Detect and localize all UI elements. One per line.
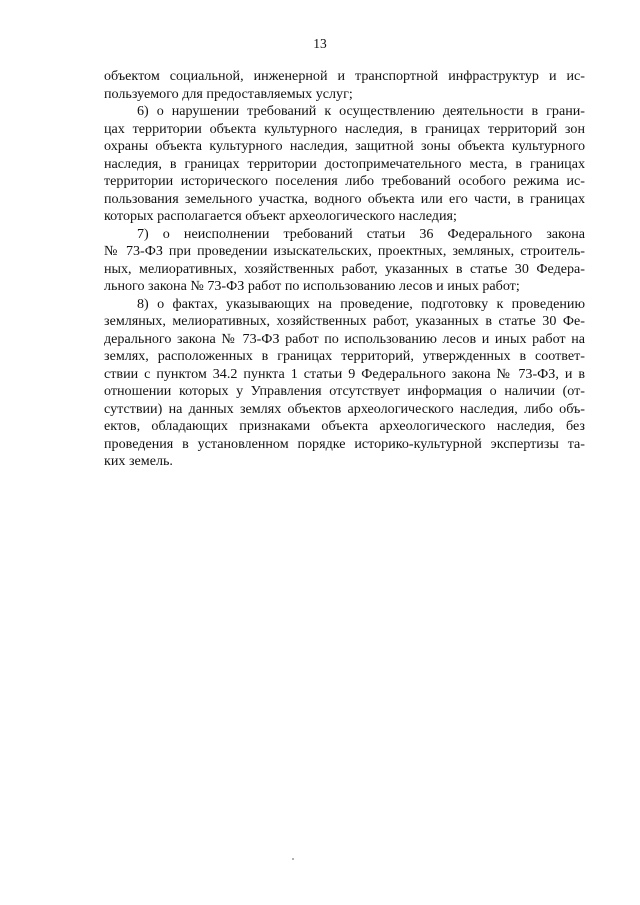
text-line: наследия, в границах территории достопримечательного места, в границах — [104, 155, 585, 172]
document-body — [104, 68, 585, 471]
text-line: льного закона № 73-ФЗ работ по использованию лесов и иных работ; — [104, 278, 520, 294]
page-number: 13 — [313, 36, 327, 51]
text-line: 6) о нарушении требований к осуществлению деятельности в грани- — [137, 103, 585, 119]
text-line: территории исторического поселения либо требований особого режима ис- — [104, 173, 585, 189]
text-line: охраны объекта культурного наследия, защитной зоны объекта культурного — [104, 138, 585, 154]
text-line: объектом социальной, инженерной и транспортной инфраструктур и ис- — [104, 68, 585, 84]
text-line: цах территории объекта культурного наследия, в границах территорий зон — [104, 120, 585, 137]
text-line: пользуемого для предоставляемых услуг; — [104, 85, 353, 102]
text-line: пользования земельного участка, водного объекта или его части, в границах — [104, 190, 585, 207]
text-line: дерального закона № 73-ФЗ работ по использованию лесов и иных работ на — [104, 330, 585, 347]
text-line: ных, мелиоративных, хозяйственных работ, указанных в статье 30 Федера- — [104, 260, 585, 277]
text-line: земляных, мелиоративных, хозяйственных работ, указанных в статье 30 Фе- — [104, 313, 585, 329]
text-line: ствии с пунктом 34.2 пункта 1 статьи 9 Федерального закона № 73-ФЗ, и в — [104, 365, 585, 382]
text-line: землях, расположенных в границах территорий, утвержденных в соответ- — [104, 348, 585, 364]
scan-speck — [292, 858, 294, 860]
text-line: № 73-ФЗ при проведении изыскательских, проектных, земляных, строитель- — [104, 243, 585, 259]
text-line: сутствии) на данных землях объектов археологического наследия, либо объ- — [104, 400, 585, 417]
text-line: отношении которых у Управления отсутствует информация о наличии (от- — [104, 383, 585, 399]
text-line: ектов, обладающих признаками объекта археологического наследия, без — [104, 418, 585, 434]
text-line: проведения в установленном порядке историко-культурной экспертизы та- — [104, 435, 585, 452]
text-line: 7) о неисполнении требований статьи 36 Федерального закона — [137, 225, 585, 242]
text-line: 8) о фактах, указывающих на проведение, подготовку к проведению — [137, 295, 585, 312]
text-line: ких земель. — [104, 453, 173, 469]
text-line: которых располагается объект археологического наследия; — [104, 208, 457, 224]
